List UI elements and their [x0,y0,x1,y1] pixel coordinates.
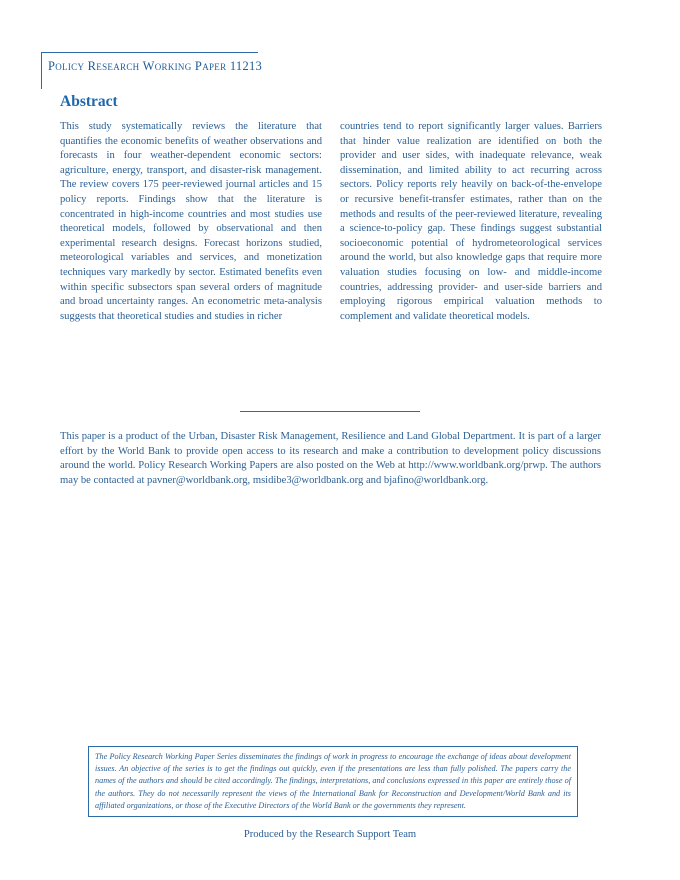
produced-by: Produced by the Research Support Team [243,829,417,840]
series-header-box [41,52,263,89]
product-statement: This paper is a product of the Urban, Disaster Risk Management, Resilience and Land Global Department. It is part of a larger effort by the World Bank to provide open access to its research and make a contribution to development policy discussions around the world. Policy Research Working Papers are also posted on the Web at http://www.worldbank.org/prwp. The authors may be contacted at pavner@worldbank.org, msidibe3@worldbank.org and bjafino@worldbank.org. [60,431,601,486]
section-divider [240,411,420,412]
abstract-heading: Abstract [60,93,118,110]
abstract-right-column: countries tend to report significantly larger values. Barriers that hinder value realization are identified on both the provider and user sides, with inadequate relevance, weak dissemination, and limited ability to act recurring across sectors. Policy reports rely heavily on back-of-the-envelope or recursive benefit-transfer estimates, rather than on the methods and results of the peer-reviewed literature, revealing a science-to-policy gap. These findings suggest substantial socioeconomic potential of hydrometeorological services around the world, but also knowledge gaps that require more valuation studies focusing on low- and middle-income countries, addressing provider- and user-side barriers and employing rigorous empirical valuation methods to complement and validate theoretical models. [340,121,602,322]
series-disclaimer: The Policy Research Working Paper Series disseminates the findings of work in progress to encourage the exchange of ideas about development issues. An objective of the series is to get the findings out quickly, even if the presentations are less than fully polished. The papers carry the names of the authors and should be cited accordingly. The findings, interpretations, and conclusions expressed in this paper are entirely those of the authors. They do not necessarily represent the views of the International Bank for Reconstruction and Development/World Bank and its affiliated organizations, or those of the Executive Directors of the World Bank or the governments they represent. [88,746,578,817]
abstract-left-column: This study systematically reviews the literature that quantifies the economic benefits of weather observations and forecasts in four weather-dependent economic sectors: agriculture, energy, transport, and disaster-risk management. The review covers 175 peer-reviewed journal articles and 15 policy reports. Findings show that the literature is concentrated in high-income countries and most studies use theoretical models, followed by observational and then experimental research designs. Forecast horizons studied, meteorological variables and services, and monetization techniques vary markedly by sector. Estimated benefits even within specific subsectors span several orders of magnitude and broad uncertainty ranges. An econometric meta-analysis suggests that theoretical studies and studies in richer [60,121,322,322]
series-title: Policy Research Working Paper 11213 [48,59,263,73]
